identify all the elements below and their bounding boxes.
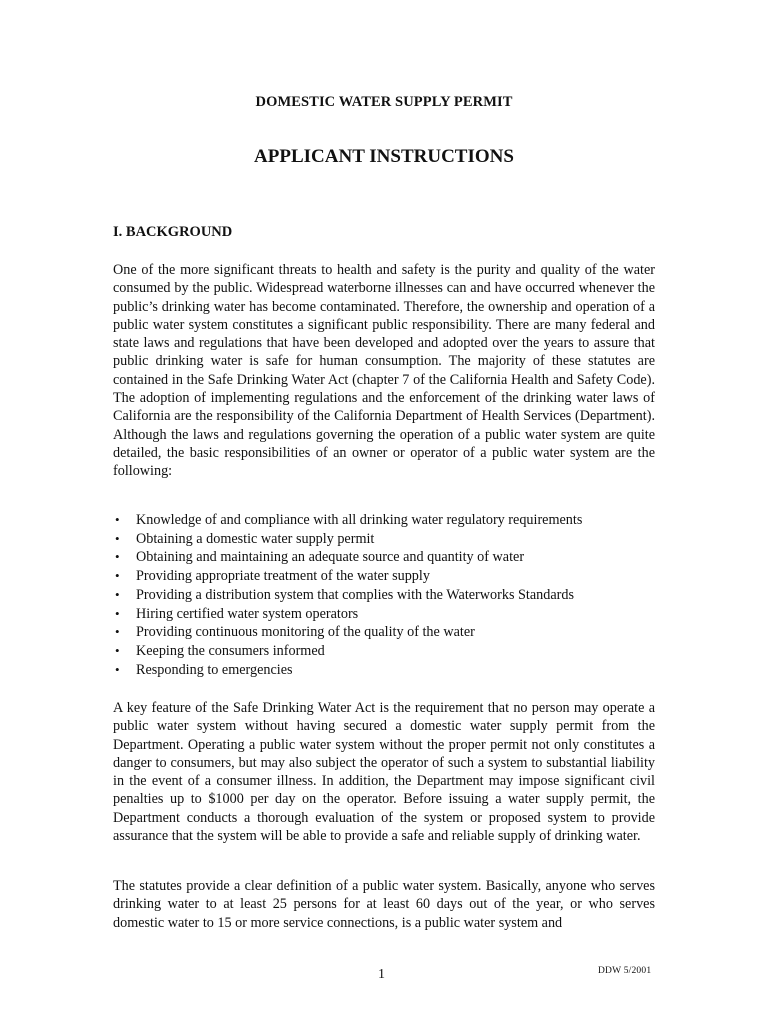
responsibilities-list [113,511,673,679]
list-item-text: Obtaining and maintaining an adequate source and quantity of water [136,549,525,566]
paragraph-background-intro: One of the more significant threats to health and safety is the purity and quality of the water consumed by the public. Widespread waterborne illnesses can and have occurred whenever the public’s drinking water has become contaminated. Therefore, the ownership and operation of a public water system constitutes a significant public responsibility. There are many federal and state laws and regulations that have been developed and adopted over the years to assure that public drinking water is safe for human consumption. The majority of these statutes are contained in the Safe Drinking Water Act (chapter 7 of the California Health and Safety Code). The adoption of implementing regulations and the enforcement of the drinking water laws of California are the responsibility of the California Department of Health Services (Department). Although the laws and regulations governing the operation of a public water system are quite detailed, the basic responsibilities of an owner or operator of a public water system are the following: [113,262,655,480]
list-item-text: Knowledge of and compliance with all drinking water regulatory requirements [136,512,583,528]
paragraph-public-water-system-definition: The statutes provide a clear definition of a public water system. Basically, anyone who serves drinking water to at least 25 persons for at least 60 days out of the year, or who serves domestic water to 15 or more service connections, is a public water system and [113,878,655,931]
document-header-title: DOMESTIC WATER SUPPLY PERMIT [255,94,513,110]
list-item [113,642,673,661]
list-item-text: Providing a distribution system that complies with the Waterworks Standards [136,586,574,603]
list-item [113,586,673,605]
page-title: APPLICANT INSTRUCTIONS [254,146,514,167]
bullet-icon: • [115,586,120,602]
page-number: 1 [378,967,385,982]
list-item [113,623,673,642]
paragraph-permit-requirement: A key feature of the Safe Drinking Water Act is the requirement that no person may operate a public water system without having secured a domestic water supply permit from the Department. Operating a public water system without the proper permit not only constitutes a danger to consumers, but may also subject the operator of such a system to substantial liability in the event of a consumer illness. In addition, the Department may impose significant civil penalties up to $1000 per day on the operator. Before issuing a water supply permit, the Department conducts a thorough evaluation of the system or proposed system to provide assurance that the system will be able to provide a safe and reliable supply of drinking water. [113,700,655,845]
list-item [113,661,673,680]
list-item-text: Obtaining a domestic water supply permit [136,530,375,547]
list-item [113,605,673,624]
list-item [113,511,673,530]
list-item [113,567,673,586]
bullet-icon: • [115,642,120,658]
list-item [113,530,673,549]
document-code: DDW 5/2001 [598,966,652,976]
list-item-text: Providing continuous monitoring of the quality of the water [136,624,475,641]
bullet-icon: • [115,661,120,677]
bullet-icon: • [115,568,120,584]
list-item-text: Keeping the consumers informed [136,642,325,659]
bullet-icon: • [115,512,120,527]
list-item-text: Providing appropriate treatment of the water supply [136,568,430,585]
bullet-icon: • [115,605,120,621]
bullet-icon: • [115,549,120,565]
list-item [113,548,673,567]
list-item-text: Hiring certified water system operators [136,605,359,622]
bullet-icon: • [115,530,120,546]
section-heading-background: I. BACKGROUND [113,224,233,240]
bullet-icon: • [115,624,120,640]
list-item-text: Responding to emergencies [136,661,293,678]
